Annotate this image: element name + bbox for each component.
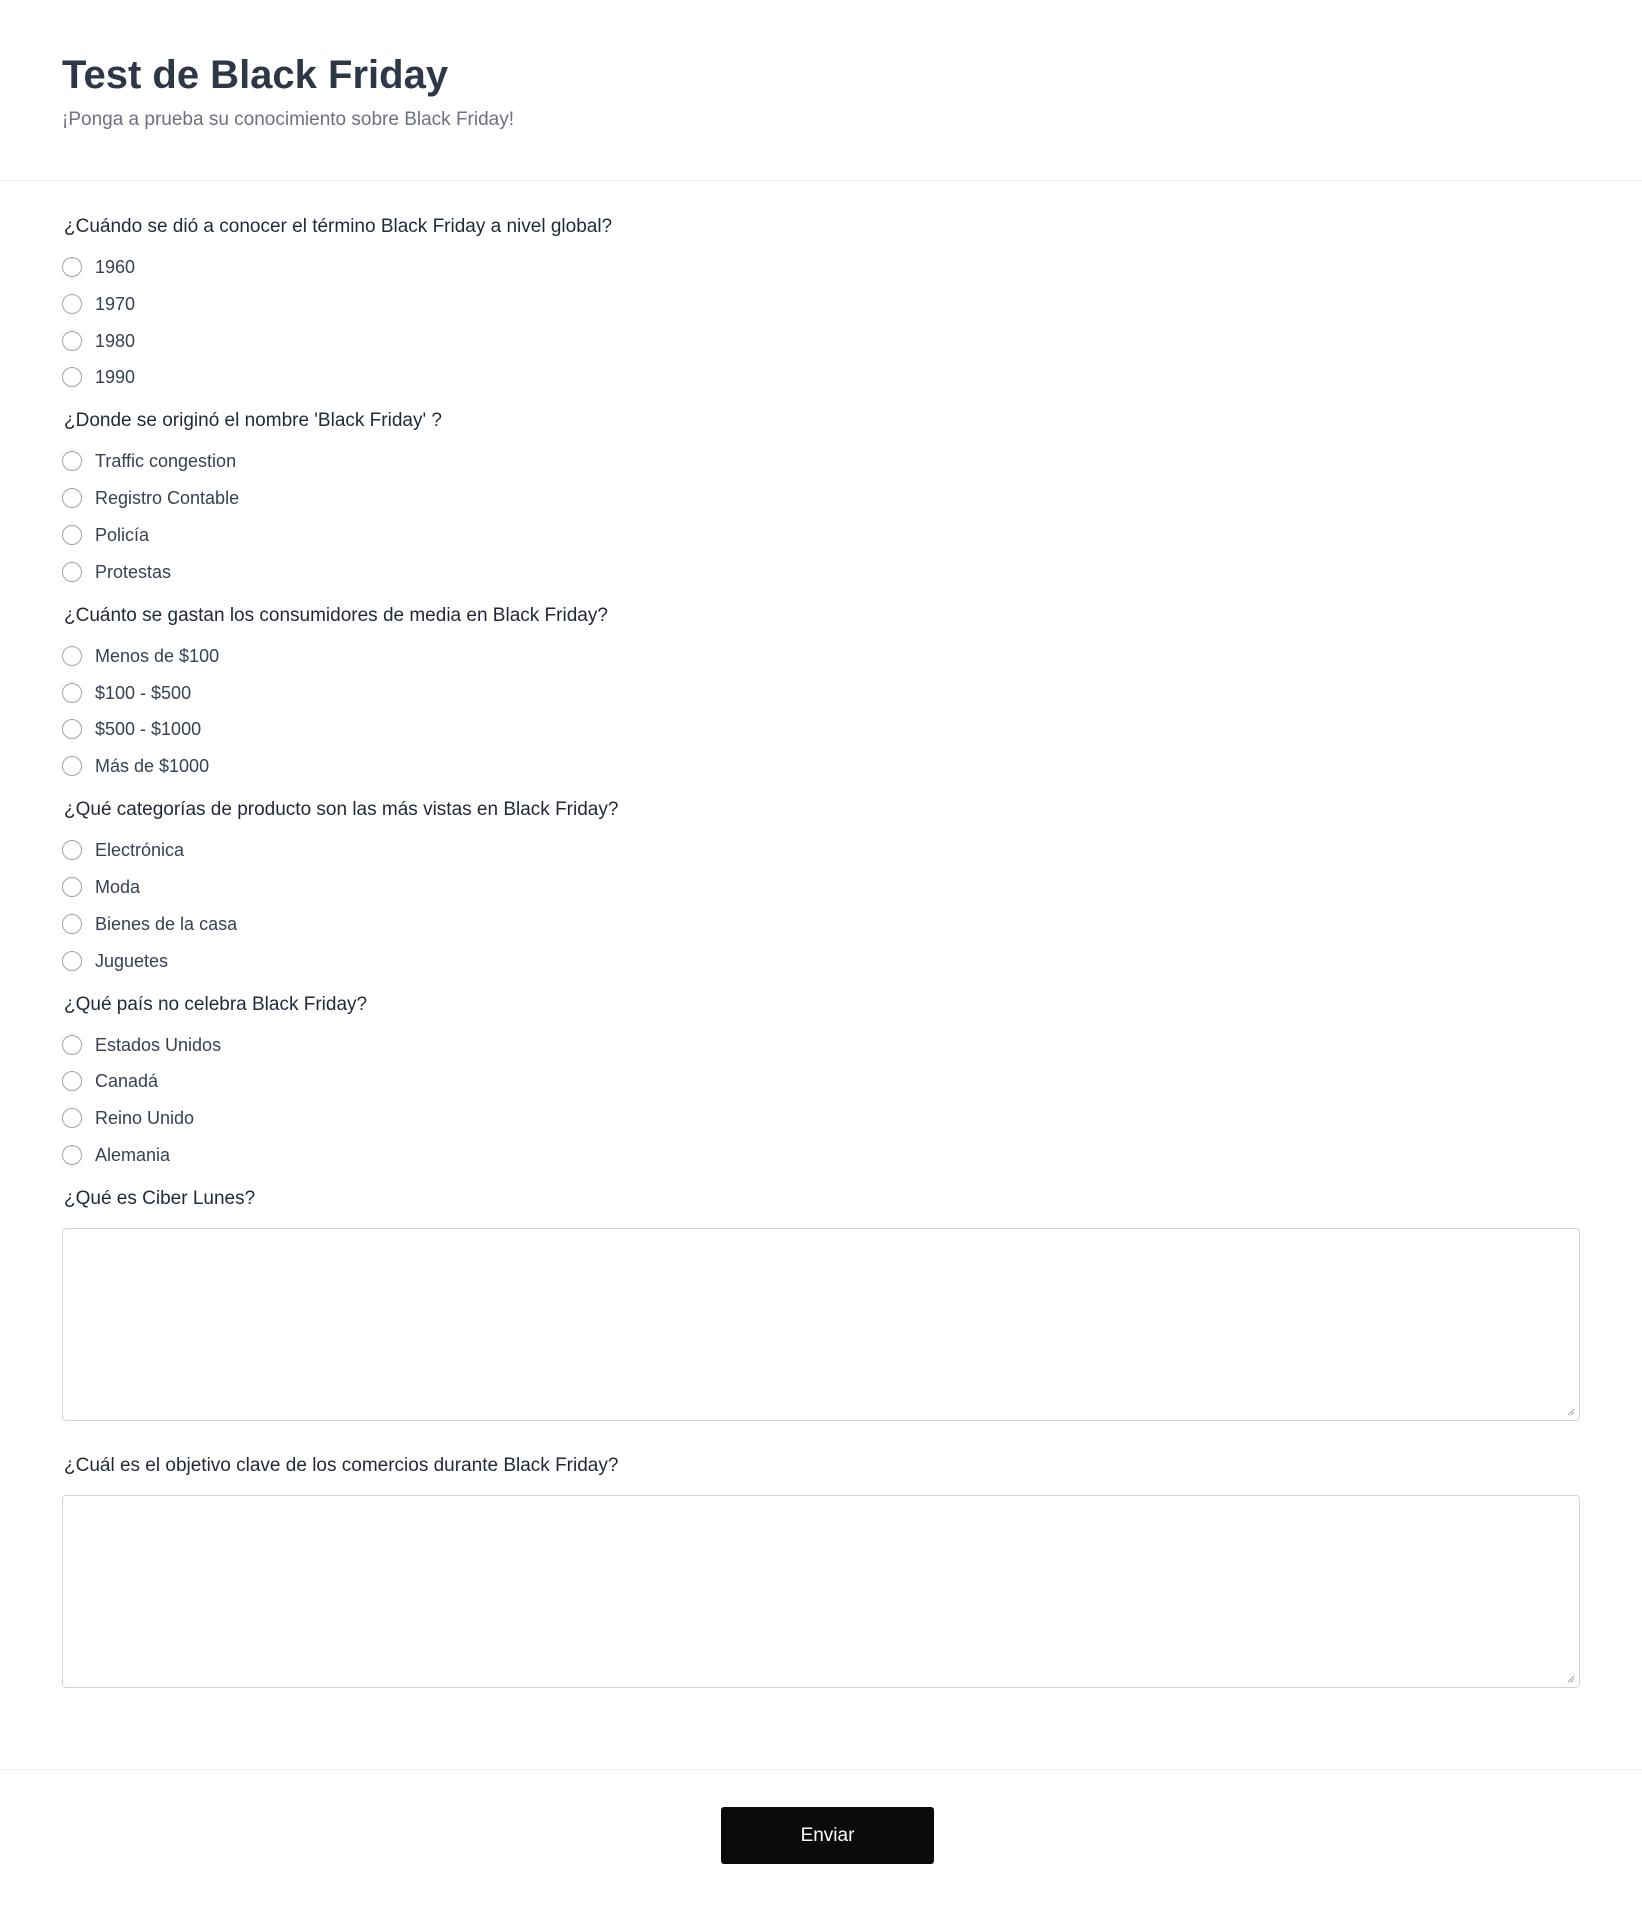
radio-option-label: Canadá xyxy=(95,1071,159,1092)
radio-button[interactable] xyxy=(62,646,82,666)
radio-option-label: 1970 xyxy=(95,293,136,314)
radio-option[interactable] xyxy=(62,1033,1580,1057)
radio-option[interactable] xyxy=(62,560,1580,584)
radio-option[interactable] xyxy=(62,644,1580,668)
radio-option[interactable] xyxy=(62,949,1580,973)
resize-grip-icon[interactable] xyxy=(1567,1408,1575,1416)
radio-group xyxy=(62,255,1580,389)
radio-option-label: Menos de $100 xyxy=(95,645,220,666)
radio-button[interactable] xyxy=(62,1108,82,1128)
radio-option[interactable] xyxy=(62,681,1580,705)
radio-option-label: Bienes de la casa xyxy=(95,913,238,934)
question-5 xyxy=(62,993,1580,1167)
radio-button[interactable] xyxy=(62,840,82,860)
question-7 xyxy=(62,1454,1580,1688)
radio-option[interactable] xyxy=(62,912,1580,936)
radio-option[interactable] xyxy=(62,754,1580,778)
radio-option-label: 1960 xyxy=(95,257,136,277)
radio-button[interactable] xyxy=(62,562,82,582)
radio-option[interactable] xyxy=(62,292,1580,316)
radio-button[interactable] xyxy=(62,877,82,897)
radio-option[interactable] xyxy=(62,1069,1580,1093)
radio-option[interactable] xyxy=(62,1106,1580,1130)
question-6 xyxy=(62,1187,1580,1421)
radio-button[interactable] xyxy=(62,683,82,703)
radio-group xyxy=(62,449,1580,583)
radio-option-label: 1980 xyxy=(95,330,136,351)
question-3 xyxy=(62,604,1580,778)
radio-button[interactable] xyxy=(62,257,82,277)
radio-button[interactable] xyxy=(62,951,82,971)
question-label: ¿Cuánto se gastan los consumidores de media en Black Friday? xyxy=(64,604,608,626)
radio-option-label: Moda xyxy=(95,876,141,897)
radio-option-label: Reino Unido xyxy=(95,1108,195,1129)
radio-option-label: $100 - $500 xyxy=(95,682,192,703)
radio-option-label: Registro Contable xyxy=(95,488,240,509)
radio-option[interactable] xyxy=(62,255,1580,279)
radio-button[interactable] xyxy=(62,914,82,934)
question-label: ¿Cuándo se dió a conocer el término Black Friday a nivel global? xyxy=(64,216,613,237)
radio-button[interactable] xyxy=(62,525,82,545)
page-title: Test de Black Friday xyxy=(62,53,449,97)
answer-textarea[interactable] xyxy=(62,1228,1580,1421)
radio-option-label: Más de $1000 xyxy=(95,756,210,777)
answer-textarea[interactable] xyxy=(62,1495,1580,1688)
radio-option[interactable] xyxy=(62,365,1580,389)
radio-option[interactable] xyxy=(62,875,1580,899)
radio-button[interactable] xyxy=(62,756,82,776)
radio-option[interactable] xyxy=(62,449,1580,473)
resize-grip-icon[interactable] xyxy=(1567,1675,1575,1683)
radio-option-label: Electrónica xyxy=(95,840,185,861)
radio-option[interactable] xyxy=(62,486,1580,510)
form-footer xyxy=(0,1769,1642,1911)
question-4 xyxy=(62,798,1580,972)
radio-group xyxy=(62,838,1580,972)
page-subtitle: ¡Ponga a prueba su conocimiento sobre Black Friday! xyxy=(62,109,515,130)
radio-option-label: Alemania xyxy=(95,1144,171,1165)
question-2 xyxy=(62,409,1580,583)
radio-button[interactable] xyxy=(62,1145,82,1165)
question-label: ¿Qué país no celebra Black Friday? xyxy=(64,993,368,1015)
radio-option[interactable] xyxy=(62,838,1580,862)
radio-option[interactable] xyxy=(62,1143,1580,1167)
radio-option[interactable] xyxy=(62,523,1580,547)
radio-option-label: Traffic congestion xyxy=(95,451,237,472)
radio-option[interactable] xyxy=(62,329,1580,353)
radio-button[interactable] xyxy=(62,488,82,508)
radio-button[interactable] xyxy=(62,719,82,739)
radio-button[interactable] xyxy=(62,1035,82,1055)
radio-option-label: Protestas xyxy=(95,561,172,582)
question-label: ¿Qué categorías de producto son las más vistas en Black Friday? xyxy=(64,799,619,821)
question-label: ¿Qué es Ciber Lunes? xyxy=(64,1187,256,1209)
question-label: ¿Donde se originó el nombre 'Black Friday' ? xyxy=(64,410,442,432)
form-body xyxy=(0,215,1642,1688)
radio-option-label: Estados Unidos xyxy=(95,1034,222,1055)
form-header xyxy=(0,0,1642,181)
radio-group xyxy=(62,1033,1580,1167)
radio-button[interactable] xyxy=(62,294,82,314)
radio-option-label: 1990 xyxy=(95,367,136,388)
radio-option-label: Juguetes xyxy=(95,950,169,971)
radio-button[interactable] xyxy=(62,367,82,387)
question-label: ¿Cuál es el objetivo clave de los comercios durante Black Friday? xyxy=(64,1454,619,1476)
question-1 xyxy=(62,215,1580,389)
radio-button[interactable] xyxy=(62,1071,82,1091)
radio-group xyxy=(62,644,1580,778)
radio-button[interactable] xyxy=(62,331,82,351)
radio-option-label: Policía xyxy=(95,524,150,545)
radio-button[interactable] xyxy=(62,451,82,471)
submit-button[interactable]: Enviar xyxy=(721,1807,934,1864)
radio-option-label: $500 - $1000 xyxy=(95,719,202,740)
radio-option[interactable] xyxy=(62,717,1580,741)
